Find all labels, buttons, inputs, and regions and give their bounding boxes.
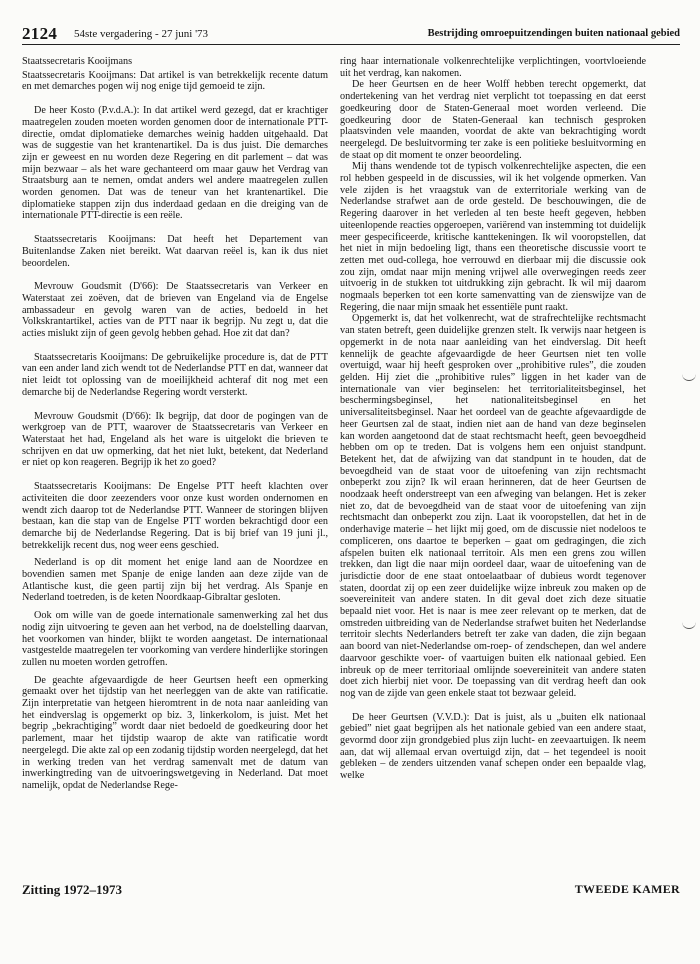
- running-title: Bestrijding omroepuitzendingen buiten nationaal gebied: [427, 28, 680, 39]
- paragraph: Opgemerkt is, dat het volkenrecht, wat de strafrechtelijke rechtsmacht van staten betreft, geen duidelijke grenzen stelt. Ik verwijs naar hetgeen is opgemerkt in de nota naar aanleiding van het eindverslag. Dit heeft kennelijk de geachte afgevaardigde de heer Geurtsen niet ten volle overtuigd, waar hij heeft gesproken over „prohibitive rules”, die zouden gelden. Hij ziet die „prohibitive rules” liggen in het kader van de internationale van vier beginselen: het territorialiteitsbeginsel, het beschermingsbeginsel, het nationaliteitsbeginsel en het universaliteitsbeginsel. Naar het oordeel van de geachte afgevaardigde de heer Geurtsen zal de staat, indien niet aan de hand van deze beginselen kan worden aangetoond dat de staat rechtsmacht heeft, geen bevoegdheid hebben om op te treden. Dat is volgens hem een onjuist standpunt. Betekent het, dat de afwijzing van dat standpunt in te houden, dat de bevoegdheid van de staat voor de uitoefening van zijn rechtsmacht onbeperkt zou zijn? Ik wil eraan herinneren, dat de heer Geurtsen de noodzaak heeft onderstreept van een afweging van belangen. Het is zeker niet zo, dat de bevoegdheid van de staat voor de uitoefening van zijn rechtsmacht dan onbeperkt zou zijn. Laat ik vooropstellen, dat het in de onderhavige materie – het lijkt mij goed, om de discussie niet nodeloos te compliceren, ons daartoe te beperken – gaat om gedragingen, die zich afspelen buiten elk nationaal territoir. Als men een grens zou willen trekken, dan ligt die naar mijn oordeel daar, waar de uitoefening van de jurisdictie door de ene staat ontoelaatbaar of dubieus wordt tegenover staten, doordat zij op een zeer duidelijke wijze inbreuk zou maken op de soevereiniteit van andere staten. In dit geval doet zich deze situatie bepaald niet voor. Het is naar is mee zeer relevant op te merken, dat de omstreden uitbreiding van de Nederlandse strafwet buiten het Nederlandse territoir slechts Nederlanders betreft ter zake van daden, die zijn begaan aan boord van niet-Nederlandse om-roep- of zendschepen, dan wel andere daarvoor geschikte voer- of vaartuigen buiten elk nationaal gebied. Een inbreuk op de meer territoriaal omlijnde soevereiniteit van andere staten doet zich hierbij niet voor. De toepassing van dit verdrag heeft dan ook nog van de zijde van geen enkele staat tot bezwaar geleid.: [340, 313, 646, 699]
- session-label: Zitting 1972–1973: [22, 882, 123, 897]
- paragraph: De heer Geurtsen en de heer Wolff hebben terecht opgemerkt, dat ondertekening van het verdrag niet verplicht tot toepassing en dat eerst goedkeuring door de Staten-Generaal moet worden verleend. Die goedkeuring door de Staten-Generaal kan technisch gesproken plaatsvinden vele maanden, voordat de akte van bekrachtiging wordt neergelegd. De besluitvorming ter zake is een politieke besluitvorming en de staat op dit moment te onzer beoordeling.: [340, 79, 646, 161]
- paragraph: Staatssecretaris Kooijmans: De Engelse PTT heeft klachten over activiteiten die door zeezenders voor onze kust worden ondernomen en wendt zich daarop tot de Nederlandse PTT. Wanneer de storingen blijven bestaan, kan die stap van de Engelse PTT worden bekrachtigd door een demarche bij de Nederlandse Regering. Dat is bij brief van 19 juni jl., betrekkelijk recent dus, nog weer eens geschied.: [22, 481, 328, 551]
- margin-mark: [682, 372, 696, 381]
- paragraph: Staatssecretaris Kooijmans: De gebruikelijke procedure is, dat de PTT van een ander land zich wendt tot de Nederlandse PTT en dat, wanneer dat niet leidt tot oplossing van de moeilijkheid achteraf dit nog met een demarche bij de Nederlandse Regering wordt versterkt.: [22, 351, 328, 398]
- left-column: [22, 56, 328, 792]
- paragraph: De heer Kosto (P.v.d.A.): In dat artikel werd gezegd, dat er krachtiger maatregelen zouden moeten worden genomen door de internationale PTT-directie, omdat diplomatieke demarches weinig hadden uitgehaald. Dat was de suggestie van het krantenartikel. Da is dus juist. Die demarches zijn er geweest en nu worden deze Regering en dit parlement – dat was mijn bezwaar – als het ware gechanteerd om maar gauw het Verdrag van Straatsburg aan te nemen, omdat anders wel andere maatregelen zullen worden genomen. Dat was de teneur van het krantenartikel. Die diplomatieke stappen zijn dus inderdaad gedaan en die dreiging van de internationale PTT-directie is een reële.: [22, 105, 328, 222]
- paragraph: Mevrouw Goudsmit (D'66): De Staatssecretaris van Verkeer en Waterstaat zei zoëven, dat de brieven van Engeland via de Engelse ambassadeur en gevolg waren van de acties, bedoeld in het Volkskrantartikel, acties van de PTT naar ik begrijp. Nu zegt u, dat die acties mislukt zijn of geen gevolg hebben gehad. Hoe zit dat dan?: [22, 281, 328, 340]
- paragraph: Staatssecretaris Kooijmans: Dat heeft het Departement van Buitenlandse Zaken niet bereikt. Wat daarvan reëel is, kan ik dus niet beoordelen.: [22, 234, 328, 269]
- meeting-date: 54ste vergadering - 27 juni '73: [74, 28, 209, 40]
- paragraph: Nederland is op dit moment het enige land aan de Noordzee en bovendien samen met Spanje de enige landen aan deze zijde van de Atlantische kust, die geen partij zijn bij het verdrag. Als Spanje en Nederland toetreden, is de keten Noordkaap-Gibraltar gesloten.: [22, 557, 328, 604]
- paragraph: ring haar internationale volkenrechtelijke verplichtingen, voortvloeiende uit het verdrag, kan nakomen.: [340, 56, 646, 79]
- paragraph: Staatssecretaris Kooijmans: Dat artikel is van betrekkelijk recente datum en met demarches pogen wij nog enige tijd gemoeid te zijn.: [22, 69, 328, 93]
- margin-mark: [682, 620, 696, 629]
- page-header: [22, 26, 680, 46]
- section-heading: Staatssecretaris Kooijmans: [22, 56, 133, 67]
- paragraph: De heer Geurtsen (V.V.D.): Dat is juist, als u „buiten elk nationaal gebied” niet gaat begrijpen als het nationale gebied van een andere staat, gevormd door zijn grondgebied plus zijn lucht- en zeevaartuigen. Ik neem aan, dat wij allemaal ervan overtuigd zijn, dat – het tegendeel is nooit gebleken – de zenders uitzenden vanaf schepen onder een bepaalde vlag, welke: [340, 711, 646, 782]
- paragraph: De geachte afgevaardigde de heer Geurtsen heeft een opmerking gemaakt over het tijdstip van het neerleggen van de akte van ratificatie. Zijn interpretatie van hetgeen hieromtrent in de nota naar aanleiding van het eindverslag is opgemerkt op biz. 3, linkerkolom, is juist. Met het begrip „bekrachtiging” wordt daar niet bedoeld de goedkeuring door het parlement, maar het tijdstip waarop de akte van ratificatie wordt neergelegd. Die akte zal op een zodanig tijdstip worden neergelegd, dat het in werking treden van het verdrag samenvalt met de datum van inwerkingtreding van de uitvoeringswetgeving in Nederland. Dat moet namelijk, opdat de Nederlandse Rege-: [22, 674, 328, 791]
- page-footer: [22, 882, 680, 898]
- paragraph: Mij thans wendende tot de typisch volkenrechtelijke aspecten, die een rol hebben gespeeld in de discussies, wil ik het volgende opmerken. Van vele zijden is het vraagstuk van de exterritoriale werking van de Nederlandse strafwet aan de orde gesteld. De beschouwingen, die de Regering daarover in het verleden al ten beste heeft gegeven, hebben uiteenlopende reacties opgeroepen, variërend van instemming tot duidelijk meer gespecificeerde, kritische kanttekeningen. Ik wil vooropstellen, dat het niet in mijn bedoeling ligt, thans een theoretische discussie voort te zetten met oud-collega, hoe verrouwd en dierbaar mij die discussie ook zou zijn, omdat naar mijn mening vrijwel alle overwegingen reeds zeer uitvoerig in de stukken tot uitdrukking zijn gebracht. Ik wil mij daarom nogmaals beperken tot een korte samenvatting van de zienswijze van de Regering, die naar mijn smaak het essentiële punt raakt.: [340, 161, 646, 313]
- paragraph: Ook om wille van de goede internationale samenwerking zal het dus nodig zijn uitvoering te geven aan het verbod, na de doelstelling daarvan, het voorkomen van hinder, blijkt te worden aangetast. De internationaal vastgestelde maatregelen ter voorkoming van verdere hinderlijke storingen zullen nu moeten worden getroffen.: [22, 610, 328, 668]
- right-column: [340, 56, 646, 782]
- chamber-label: TWEEDE KAMER: [574, 882, 680, 896]
- page-number: 2124: [22, 24, 58, 43]
- paragraph: Mevrouw Goudsmit (D'66): Ik begrijp, dat door de pogingen van de werkgroep van de PTT, waarover de Staatssecretaris van Verkeer en Waterstaat het had, Engeland als het ware is uitgelokt die brieven te schrijven en dat uw opmerking, dat het niet lukt, betekent, dat Nederland er niet op kon reageren. Begrijp ik het zo goed?: [22, 410, 328, 469]
- header-rule: [22, 44, 680, 45]
